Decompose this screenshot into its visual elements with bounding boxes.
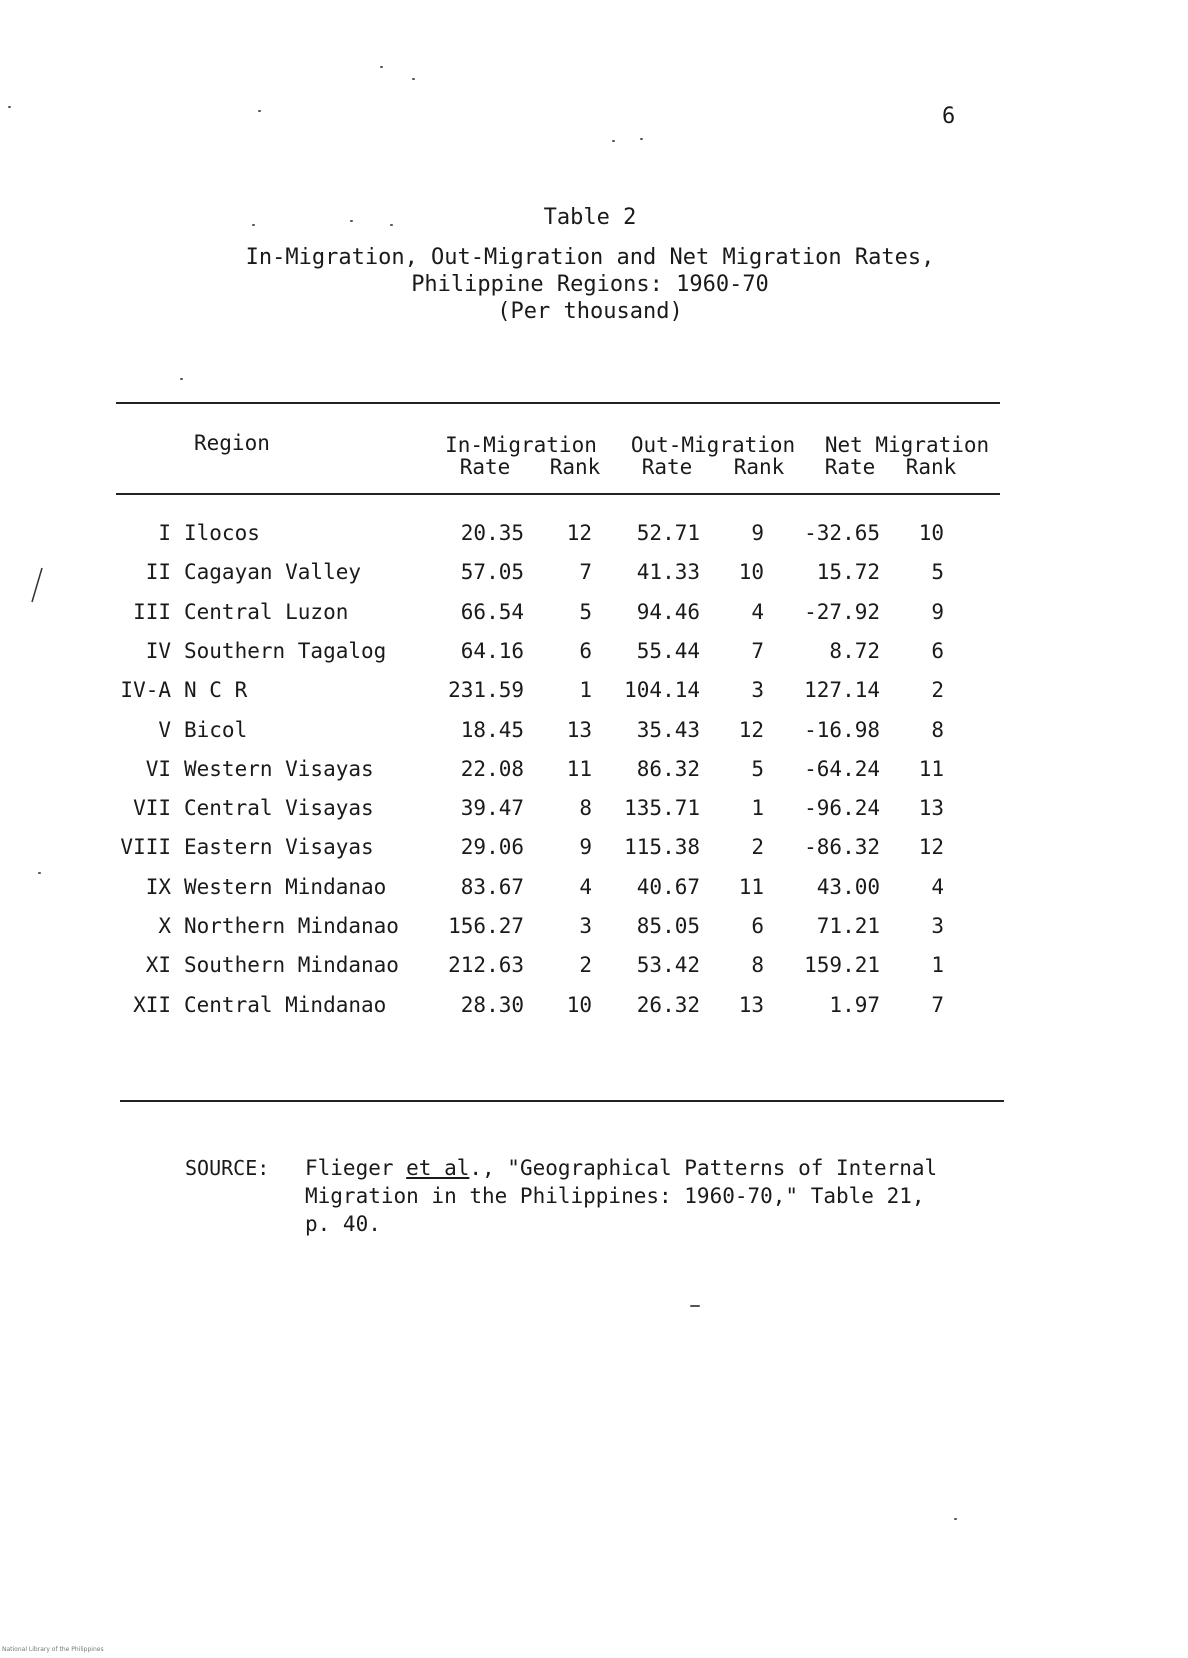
table-row	[0, 718, 1188, 748]
region-name: Central Visayas	[184, 796, 374, 820]
header-region: Region	[194, 431, 270, 455]
page-number: 6	[942, 104, 956, 129]
in-migration-rate: 28.30	[460, 993, 524, 1017]
in-migration-rate: 18.45	[460, 718, 524, 742]
scan-speck	[252, 224, 255, 226]
net-migration-rate: 15.72	[816, 560, 880, 584]
header-net-migration: Net Migration	[824, 433, 990, 457]
out-migration-rank: 11	[738, 875, 764, 899]
net-migration-rate: -32.65	[804, 521, 880, 545]
scan-speck	[954, 1518, 957, 1520]
in-migration-rank: 12	[566, 521, 592, 545]
out-migration-rank: 3	[751, 678, 764, 702]
table-row	[0, 875, 1188, 905]
region-number: VI	[145, 757, 171, 781]
out-migration-rate: 40.67	[636, 875, 700, 899]
net-migration-rate: -16.98	[804, 718, 880, 742]
in-migration-rate: 64.16	[460, 639, 524, 663]
net-migration-rate: 43.00	[816, 875, 880, 899]
region-name: Central Luzon	[184, 600, 349, 624]
header-in-migration: In-Migration	[445, 433, 597, 457]
net-migration-rank: 12	[918, 835, 944, 859]
out-migration-rank: 6	[751, 914, 764, 938]
out-migration-rank: 7	[751, 639, 764, 663]
out-migration-rate: 35.43	[636, 718, 700, 742]
out-migration-rank: 2	[751, 835, 764, 859]
net-migration-rank: 10	[918, 521, 944, 545]
source-line-3: p. 40.	[305, 1212, 381, 1236]
source-citation	[305, 1154, 1025, 1238]
scan-speck	[380, 66, 383, 68]
out-migration-rank: 13	[738, 993, 764, 1017]
out-migration-rate: 52.71	[636, 521, 700, 545]
out-migration-rate: 104.14	[624, 678, 700, 702]
table-row	[0, 835, 1188, 865]
out-migration-rate: 94.46	[636, 600, 700, 624]
net-migration-rate: -64.24	[804, 757, 880, 781]
in-migration-rate: 22.08	[460, 757, 524, 781]
net-migration-rank: 4	[931, 875, 944, 899]
header-bottom-rule	[116, 493, 1000, 495]
in-migration-rank: 2	[579, 953, 592, 977]
region-name: Central Mindanao	[184, 993, 387, 1017]
in-migration-rate: 57.05	[460, 560, 524, 584]
out-migration-rank: 8	[751, 953, 764, 977]
table-row	[0, 914, 1188, 944]
region-name: N C R	[184, 678, 248, 702]
region-number: VIII	[120, 835, 171, 859]
table-row	[0, 560, 1188, 590]
region-number: XI	[145, 953, 171, 977]
table-row	[0, 521, 1188, 551]
region-name: Cagayan Valley	[184, 560, 362, 584]
region-name: Western Visayas	[184, 757, 374, 781]
out-migration-rate: 85.05	[636, 914, 700, 938]
net-migration-rate: 159.21	[804, 953, 880, 977]
out-migration-rate: 53.42	[636, 953, 700, 977]
in-migration-rank: 13	[566, 718, 592, 742]
table-subtitle-line-1: In-Migration, Out-Migration and Net Migration Rates,	[245, 245, 935, 270]
in-migration-rate: 83.67	[460, 875, 524, 899]
region-name: Eastern Visayas	[184, 835, 374, 859]
table-title: Table 2	[543, 205, 637, 230]
header-net-rate: Rate	[824, 455, 876, 479]
scan-speck	[8, 106, 11, 108]
net-migration-rank: 7	[931, 993, 944, 1017]
table-row	[0, 600, 1188, 630]
out-migration-rank: 12	[738, 718, 764, 742]
scan-speck	[390, 224, 393, 226]
net-migration-rank: 2	[931, 678, 944, 702]
region-number: VII	[133, 796, 171, 820]
in-migration-rate: 39.47	[460, 796, 524, 820]
region-number: X	[158, 914, 171, 938]
scan-speck	[412, 78, 415, 80]
in-migration-rate: 20.35	[460, 521, 524, 545]
net-migration-rank: 9	[931, 600, 944, 624]
in-migration-rate: 156.27	[448, 914, 524, 938]
in-migration-rank: 9	[579, 835, 592, 859]
net-migration-rate: 71.21	[816, 914, 880, 938]
net-migration-rank: 5	[931, 560, 944, 584]
out-migration-rank: 10	[738, 560, 764, 584]
header-in-rate: Rate	[459, 455, 511, 479]
net-migration-rate: 8.72	[829, 639, 880, 663]
net-migration-rate: -27.92	[804, 600, 880, 624]
in-migration-rank: 11	[566, 757, 592, 781]
net-migration-rank: 6	[931, 639, 944, 663]
net-migration-rank: 11	[918, 757, 944, 781]
region-number: IV-A	[120, 678, 171, 702]
in-migration-rate: 231.59	[448, 678, 524, 702]
region-number: V	[158, 718, 171, 742]
margin-pen-mark	[26, 566, 46, 606]
header-out-migration: Out-Migration	[630, 433, 796, 457]
header-out-rate: Rate	[641, 455, 693, 479]
in-migration-rank: 6	[579, 639, 592, 663]
table-row	[0, 953, 1188, 983]
in-migration-rank: 1	[579, 678, 592, 702]
net-migration-rank: 13	[918, 796, 944, 820]
table-subtitle-line-3: (Per thousand)	[497, 299, 683, 324]
net-migration-rank: 8	[931, 718, 944, 742]
footer-watermark: National Library of the Philippines	[2, 1646, 104, 1653]
region-name: Southern Mindanao	[184, 953, 399, 977]
in-migration-rank: 5	[579, 600, 592, 624]
in-migration-rank: 8	[579, 796, 592, 820]
region-number: I	[158, 521, 171, 545]
in-migration-rank: 7	[579, 560, 592, 584]
source-author: Flieger	[305, 1156, 407, 1180]
region-name: Northern Mindanao	[184, 914, 399, 938]
table-top-rule	[116, 402, 1000, 404]
in-migration-rate: 29.06	[460, 835, 524, 859]
header-net-rank: Rank	[905, 455, 957, 479]
table-row	[0, 639, 1188, 669]
out-migration-rate: 55.44	[636, 639, 700, 663]
in-migration-rate: 212.63	[448, 953, 524, 977]
net-migration-rate: -86.32	[804, 835, 880, 859]
header-out-rank: Rank	[733, 455, 785, 479]
net-migration-rank: 3	[931, 914, 944, 938]
region-name: Western Mindanao	[184, 875, 387, 899]
table-row	[0, 993, 1188, 1023]
region-number: II	[145, 560, 171, 584]
scan-speck	[612, 140, 615, 142]
source-line-1: ., "Geographical Patterns of Internal	[469, 1156, 938, 1180]
out-migration-rank: 4	[751, 600, 764, 624]
out-migration-rank: 1	[751, 796, 764, 820]
source-label: SOURCE:	[185, 1156, 270, 1180]
table-row	[0, 757, 1188, 787]
net-migration-rate: 1.97	[829, 993, 880, 1017]
out-migration-rate: 41.33	[636, 560, 700, 584]
scan-speck	[258, 110, 261, 112]
region-number: III	[133, 600, 171, 624]
source-et-al: et al	[406, 1156, 470, 1180]
out-migration-rate: 86.32	[636, 757, 700, 781]
table-subtitle-line-2: Philippine Regions: 1960-70	[411, 272, 769, 297]
region-name: Southern Tagalog	[184, 639, 387, 663]
in-migration-rank: 3	[579, 914, 592, 938]
in-migration-rank: 10	[566, 993, 592, 1017]
scan-speck	[38, 872, 41, 874]
out-migration-rank: 9	[751, 521, 764, 545]
scan-speck	[640, 138, 643, 140]
in-migration-rank: 4	[579, 875, 592, 899]
scan-speck	[180, 378, 183, 380]
region-name: Ilocos	[184, 521, 260, 545]
scan-speck	[690, 1305, 700, 1307]
table-bottom-rule	[120, 1100, 1004, 1102]
net-migration-rank: 1	[931, 953, 944, 977]
net-migration-rate: 127.14	[804, 678, 880, 702]
region-name: Bicol	[184, 718, 248, 742]
scan-speck	[350, 220, 353, 222]
header-in-rank: Rank	[549, 455, 601, 479]
in-migration-rate: 66.54	[460, 600, 524, 624]
net-migration-rate: -96.24	[804, 796, 880, 820]
table-row	[0, 678, 1188, 708]
region-number: IV	[145, 639, 171, 663]
source-line-2: Migration in the Philippines: 1960-70," Table 21,	[305, 1184, 925, 1208]
out-migration-rate: 135.71	[624, 796, 700, 820]
table-row	[0, 796, 1188, 826]
out-migration-rate: 115.38	[624, 835, 700, 859]
region-number: IX	[145, 875, 171, 899]
region-number: XII	[133, 993, 171, 1017]
out-migration-rank: 5	[751, 757, 764, 781]
out-migration-rate: 26.32	[636, 993, 700, 1017]
